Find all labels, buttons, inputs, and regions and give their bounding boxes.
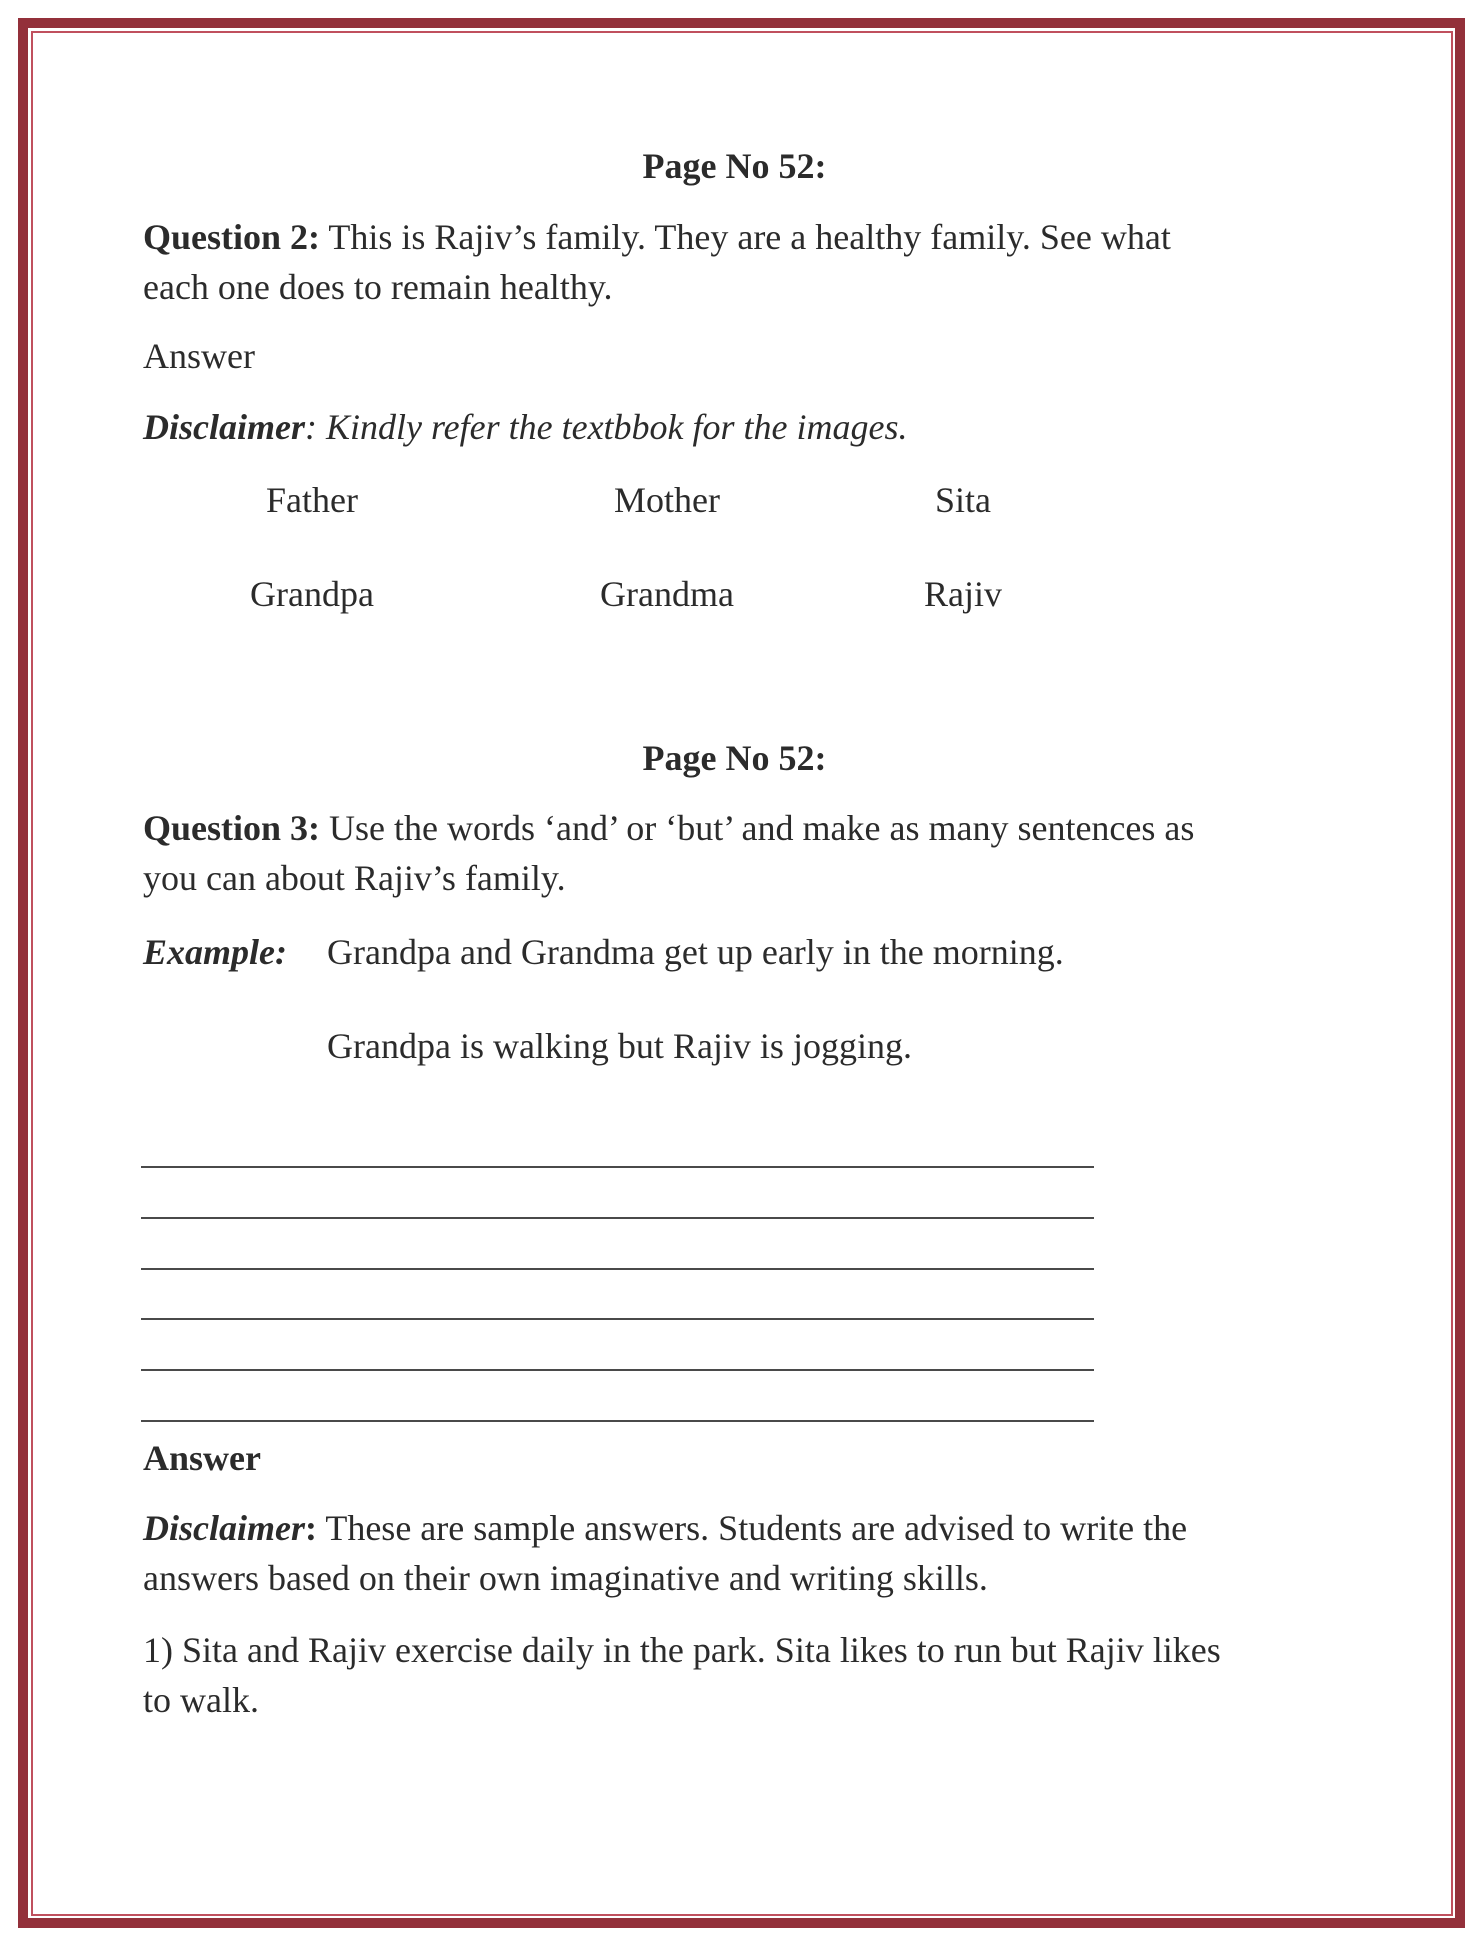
disclaimer-label: Disclaimer: [143, 1508, 305, 1548]
writing-line: [141, 1420, 1094, 1422]
question-text: Use the words ‘and’ or ‘but’ and make as many sentences as: [320, 808, 1195, 848]
disclaimer-line: [143, 405, 908, 449]
answer-label: Answer: [143, 336, 255, 376]
example-text-1: Grandpa and Grandma get up early in the morning.: [327, 932, 1064, 972]
disclaimer-text: : Kindly refer the textbbok for the images.: [304, 407, 908, 447]
disclaimer-line-1: [143, 1506, 1187, 1550]
answer-label: Answer: [143, 1438, 261, 1478]
question-text: This is Rajiv’s family. They are a healthy family. See what: [320, 217, 1171, 257]
question-3-line-1: [143, 806, 1194, 850]
question-2-line-1: [143, 215, 1171, 259]
page-heading: Page No 52:: [642, 146, 827, 186]
family-member: Father: [266, 480, 358, 520]
page-heading: Page No 52:: [642, 738, 827, 778]
disclaimer-label: Disclaimer: [143, 407, 305, 447]
answer-1-line-1: 1) Sita and Rajiv exercise daily in the park. Sita likes to run but Rajiv likes: [143, 1630, 1221, 1670]
writing-line: [141, 1217, 1094, 1219]
example-label: Example:: [143, 932, 287, 972]
family-member: Sita: [934, 480, 992, 520]
question-3-line-2: you can about Rajiv’s family.: [143, 858, 566, 898]
disclaimer-colon: :: [304, 1508, 317, 1548]
question-2-line-2: each one does to remain healthy.: [143, 267, 613, 307]
writing-line: [141, 1166, 1094, 1168]
disclaimer-line-2: answers based on their own imaginative and writing skills.: [143, 1558, 988, 1598]
question-label: Question 3:: [143, 808, 321, 848]
answer-1-line-2: to walk.: [143, 1680, 259, 1720]
family-member: Grandpa: [250, 574, 374, 614]
example-line-1: [143, 930, 287, 974]
example-text-2: Grandpa is walking but Rajiv is jogging.: [327, 1026, 912, 1066]
family-member: Mother: [614, 480, 720, 520]
family-member: Grandma: [600, 574, 734, 614]
writing-line: [141, 1268, 1094, 1270]
family-member: Rajiv: [924, 574, 1002, 614]
writing-line: [141, 1318, 1094, 1320]
question-label: Question 2:: [143, 217, 321, 257]
writing-line: [141, 1369, 1094, 1371]
disclaimer-text: These are sample answers. Students are advised to write the: [316, 1508, 1188, 1548]
